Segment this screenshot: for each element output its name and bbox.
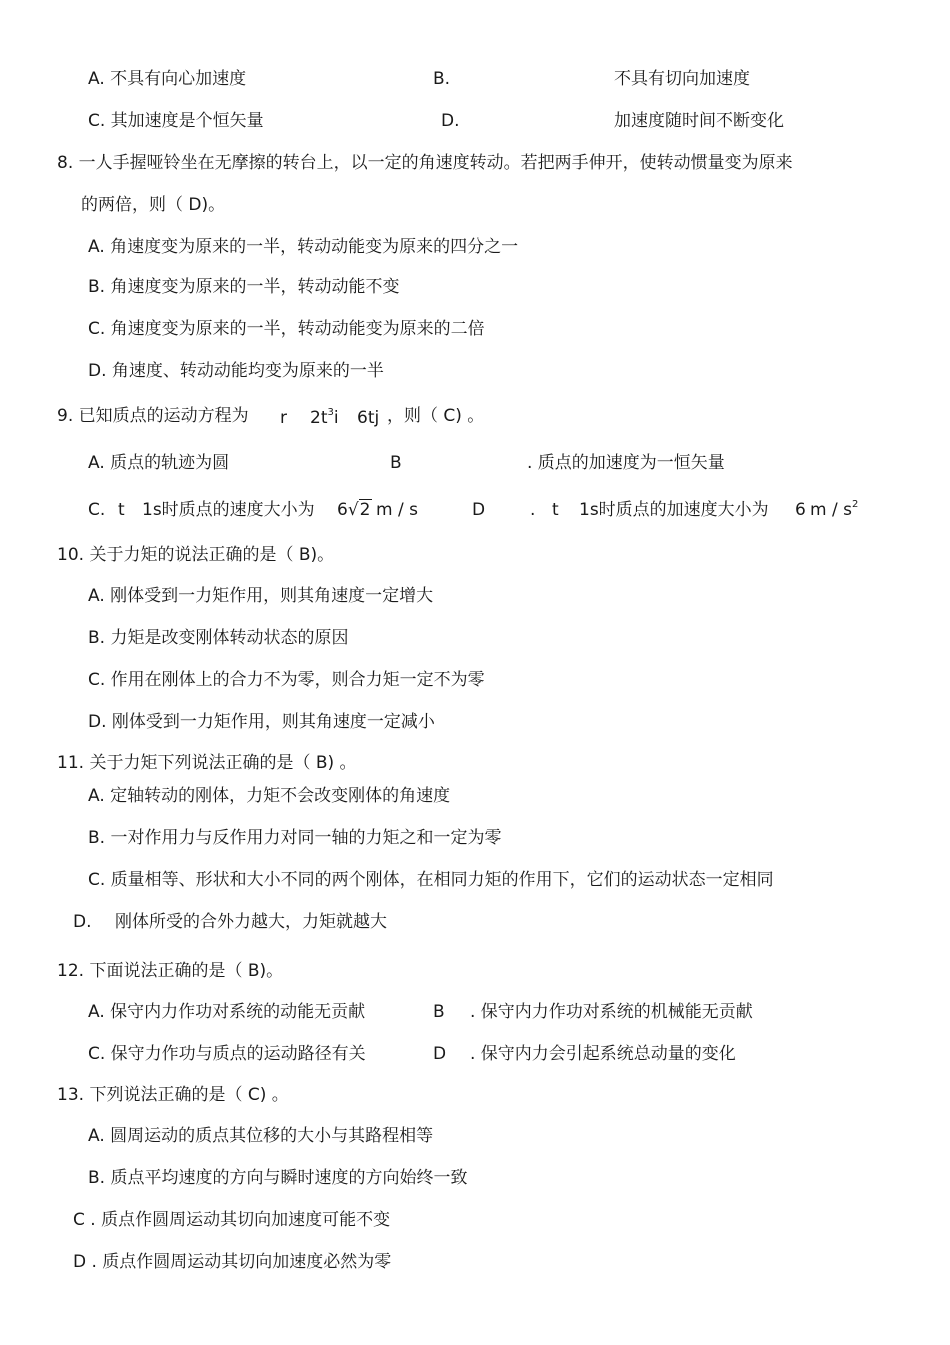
q10-option-a: A. 刚体受到一力矩作用，则其角速度一定增大 [88, 586, 434, 606]
q12-option-a: A. 保守内力作功对系统的动能无贡献 [88, 1002, 366, 1022]
q9-6tj: 6tj [357, 408, 380, 428]
q10-option-d: D. 刚体受到一力矩作用，则其角速度一定减小 [88, 712, 435, 732]
q9-option-c-letter: C. [88, 500, 106, 520]
q12-option-b-text: . 保守内力作功对系统的机械能无贡献 [470, 1002, 753, 1022]
q9-2t: 2t [310, 408, 328, 428]
q9-2t-term [310, 407, 339, 429]
q8-option-b: B. 角速度变为原来的一半，转动动能不变 [88, 277, 400, 297]
q9-stem-suffix: ，则（ C) 。 [387, 406, 485, 426]
q7-option-d-text: 加速度随时间不断变化 [614, 111, 784, 131]
q10-stem: 10. 关于力矩的说法正确的是（ B)。 [57, 545, 335, 565]
q9-option-c-text: 1s时质点的速度大小为 [142, 500, 315, 520]
q10-option-c: C. 作用在刚体上的合力不为零，则合力矩一定不为零 [88, 670, 485, 690]
q9-stem-prefix: 9. 已知质点的运动方程为 [57, 406, 249, 426]
q7-option-b-letter: B. [433, 69, 451, 89]
q9-option-d-exponent: 2 [851, 499, 859, 510]
q7-option-b-text: 不具有切向加速度 [614, 69, 750, 89]
q9-option-d-letter: D [472, 500, 486, 520]
sqrt-symbol: √2 [347, 500, 371, 520]
q12-stem: 12. 下面说法正确的是（ B)。 [57, 961, 284, 981]
q11-option-c: C. 质量相等、形状和大小不同的两个刚体，在相同力矩的作用下，它们的运动状态一定相同 [88, 870, 774, 890]
q13-option-d: D . 质点作圆周运动其切向加速度必然为零 [73, 1252, 392, 1272]
q11-option-d-text: 刚体所受的合外力越大，力矩就越大 [115, 912, 387, 932]
q9-option-d-unit-text: m / s [810, 500, 852, 520]
q10-option-b: B. 力矩是改变刚体转动状态的原因 [88, 628, 349, 648]
q12-option-d-text: . 保守内力会引起系统总动量的变化 [470, 1044, 736, 1064]
q9-option-c-value [337, 499, 372, 521]
q9-option-b-text: . 质点的加速度为一恒矢量 [527, 453, 725, 473]
q7-option-a: A. 不具有向心加速度 [88, 69, 247, 89]
q9-option-b-letter: B [390, 453, 402, 473]
q13-option-b: B. 质点平均速度的方向与瞬时速度的方向始终一致 [88, 1168, 468, 1188]
q9-r: r [280, 408, 287, 428]
q7-option-c: C. 其加速度是个恒矢量 [88, 111, 264, 131]
q8-stem-line2: 的两倍，则（ D)。 [81, 195, 226, 215]
q9-option-d-dot: . [530, 500, 536, 520]
q8-option-d: D. 角速度、转动动能均变为原来的一半 [88, 361, 384, 381]
q9-option-d-6: 6 [795, 500, 806, 520]
q12-option-c: C. 保守力作功与质点的运动路径有关 [88, 1044, 366, 1064]
q9-option-c-t: t [118, 500, 125, 520]
q11-option-d-letter: D. [73, 912, 92, 932]
q8-option-c: C. 角速度变为原来的一半，转动动能变为原来的二倍 [88, 319, 485, 339]
q9-exponent-3: 3 [327, 407, 334, 418]
q9-option-a: A. 质点的轨迹为圆 [88, 453, 230, 473]
q9-option-c-unit: m / s [376, 500, 418, 520]
q9-option-d-t: t [552, 500, 559, 520]
q13-option-c: C . 质点作圆周运动其切向加速度可能不变 [73, 1210, 391, 1230]
q13-option-a: A. 圆周运动的质点其位移的大小与其路程相等 [88, 1126, 434, 1146]
q13-stem: 13. 下列说法正确的是（ C) 。 [57, 1085, 289, 1105]
q8-stem-line1: 8. 一人手握哑铃坐在无摩擦的转台上，以一定的角速度转动。若把两手伸开，使转动惯量变为原来 [57, 153, 793, 173]
q9-option-c-6: 6 [337, 500, 348, 520]
q7-option-d-letter: D. [441, 111, 460, 131]
q9-option-c-radicand: 2 [359, 500, 371, 520]
q9-i: i [333, 408, 339, 428]
q9-option-d-text: 1s时质点的加速度大小为 [579, 500, 769, 520]
q11-option-b: B. 一对作用力与反作用力对同一轴的力矩之和一定为零 [88, 828, 502, 848]
q11-stem: 11. 关于力矩下列说法正确的是（ B) 。 [57, 753, 357, 773]
q11-option-a: A. 定轴转动的刚体，力矩不会改变刚体的角速度 [88, 786, 451, 806]
q12-option-b-letter: B [433, 1002, 445, 1022]
q9-option-d-unit [810, 499, 858, 521]
q8-option-a: A. 角速度变为原来的一半，转动动能变为原来的四分之一 [88, 237, 519, 257]
q12-option-d-letter: D [433, 1044, 447, 1064]
